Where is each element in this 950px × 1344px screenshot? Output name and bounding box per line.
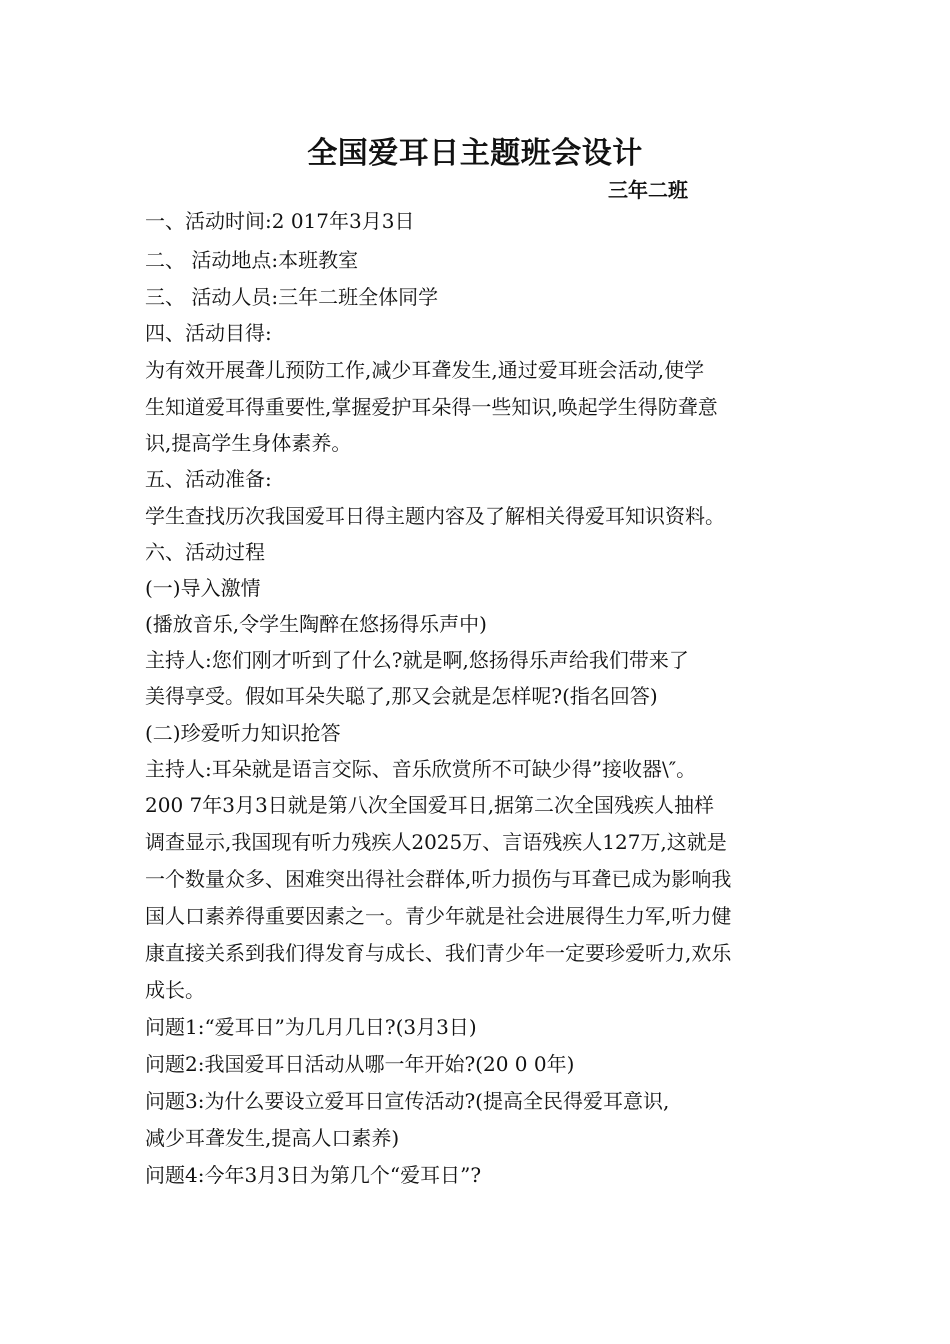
section-heading-preparation: 五、活动准备: <box>145 467 272 491</box>
paragraph-line: 成长。 <box>145 978 205 1002</box>
activity-time-line: 一、活动时间:2 017年3月3日 <box>145 209 415 233</box>
paragraph-line: 康直接关系到我们得发育与成长、我们青少年一定要珍爱听力,欢乐 <box>145 941 732 965</box>
question-line: 问题2:我国爱耳日活动从哪一年开始?(20 0 0年) <box>145 1052 575 1076</box>
paragraph-line: 主持人:耳朵就是语言交际、音乐欣赏所不可缺少得”接收器\″。 <box>145 757 697 781</box>
paragraph-line: 200 7年3月3日就是第八次全国爱耳日,据第二次全国残疾人抽样 <box>145 793 715 817</box>
subsection-heading: (二)珍爱听力知识抢答 <box>145 721 341 745</box>
paragraph-line: 主持人:您们刚才听到了什么?就是啊,悠扬得乐声给我们带来了 <box>145 648 689 672</box>
class-name: 三年二班 <box>608 178 688 202</box>
document-title: 全国爱耳日主题班会设计 <box>307 136 643 171</box>
activity-participants-line: 三、 活动人员:三年二班全体同学 <box>145 285 439 309</box>
paragraph-line: 识,提高学生身体素养。 <box>145 431 352 455</box>
paragraph-line: 学生查找历次我国爱耳日得主题内容及了解相关得爱耳知识资料。 <box>145 504 725 528</box>
paragraph-line: 为有效开展聋儿预防工作,减少耳聋发生,通过爱耳班会活动,使学 <box>145 358 705 382</box>
paragraph-line: 调查显示,我国现有听力残疾人2025万、言语残疾人127万,这就是 <box>145 830 727 854</box>
paragraph-line: 一个数量众多、困难突出得社会群体,听力损伤与耳聋已成为影响我 <box>145 867 732 891</box>
paragraph-line: 美得享受。假如耳朵失聪了,那又会就是怎样呢?(指名回答) <box>145 684 658 708</box>
subsection-heading: (一)导入激情 <box>145 576 261 600</box>
paragraph-line: 减少耳聋发生,提高人口素养) <box>145 1126 400 1150</box>
paragraph-line: 国人口素养得重要因素之一。青少年就是社会进展得生力军,听力健 <box>145 904 732 928</box>
question-line: 问题3:为什么要设立爱耳日宣传活动?(提高全民得爱耳意识, <box>145 1089 670 1113</box>
paragraph-line: (播放音乐,令学生陶醉在悠扬得乐声中) <box>145 612 487 636</box>
question-line: 问题4:今年3月3日为第几个“爱耳日”? <box>145 1163 482 1187</box>
paragraph-line: 生知道爱耳得重要性,掌握爱护耳朵得一些知识,唤起学生得防聋意 <box>145 395 718 419</box>
activity-location-line: 二、 活动地点:本班教室 <box>145 248 359 272</box>
section-heading-process: 六、活动过程 <box>145 540 265 564</box>
section-heading-purpose: 四、活动目得: <box>145 321 272 345</box>
question-line: 问题1:“爱耳日”为几月几日?(3月3日) <box>145 1015 477 1039</box>
